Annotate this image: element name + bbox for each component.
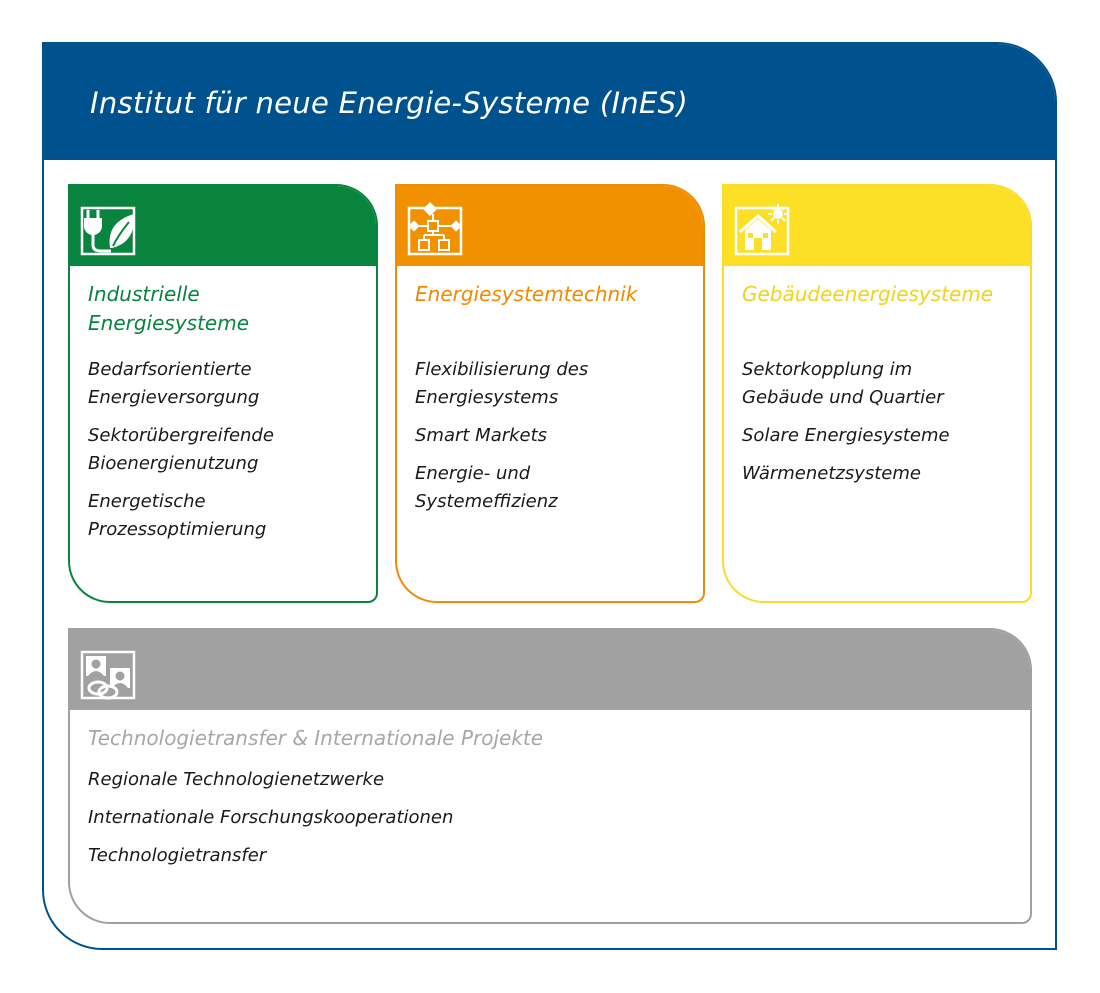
card-technology-transfer bbox=[68, 628, 1032, 924]
topic-list bbox=[415, 356, 588, 526]
list-item: Energetische Prozessoptimierung bbox=[88, 491, 267, 540]
card-header bbox=[397, 186, 703, 266]
list-item: Flexibilisierung des Energiesystems bbox=[415, 359, 589, 408]
card-title: Energiesystemtechnik bbox=[415, 282, 638, 306]
list-item: Internationale Forschungskooperationen bbox=[88, 807, 454, 828]
card-title: Technologietransfer & Internationale Projekte bbox=[88, 726, 544, 750]
topic-list bbox=[88, 356, 274, 554]
house-sun-icon bbox=[734, 202, 792, 258]
plug-leaf-icon bbox=[80, 202, 138, 258]
list-item: Technologietransfer bbox=[88, 845, 267, 866]
list-item: Wärmenetzsysteme bbox=[742, 463, 921, 484]
network-flow-icon bbox=[407, 202, 465, 258]
list-item: Solare Energiesysteme bbox=[742, 425, 950, 446]
list-item: Sektorübergreifende Bioenergienutzung bbox=[88, 425, 274, 474]
frame-header bbox=[44, 44, 1055, 160]
card-energy-system-technology bbox=[395, 184, 705, 603]
list-item: Regionale Technologienetzwerke bbox=[88, 769, 385, 790]
list-item: Bedarfsorientierte Energieversorgung bbox=[88, 359, 260, 408]
card-header bbox=[70, 186, 376, 266]
card-header bbox=[70, 630, 1030, 710]
card-industrial-energy-systems bbox=[68, 184, 378, 603]
card-title: Gebäudeenergiesysteme bbox=[742, 282, 994, 306]
topic-list bbox=[88, 766, 453, 880]
people-handshake-icon bbox=[80, 646, 138, 702]
card-title: Industrielle Energiesysteme bbox=[88, 282, 250, 335]
page-title: Institut für neue Energie-Systeme (InES) bbox=[90, 86, 688, 120]
topic-list bbox=[742, 356, 950, 498]
list-item: Sektorkopplung im Gebäude und Quartier bbox=[742, 359, 944, 408]
card-header bbox=[724, 186, 1030, 266]
list-item: Smart Markets bbox=[415, 425, 548, 446]
card-building-energy-systems bbox=[722, 184, 1032, 603]
list-item: Energie- und Systemeffizienz bbox=[415, 463, 558, 512]
